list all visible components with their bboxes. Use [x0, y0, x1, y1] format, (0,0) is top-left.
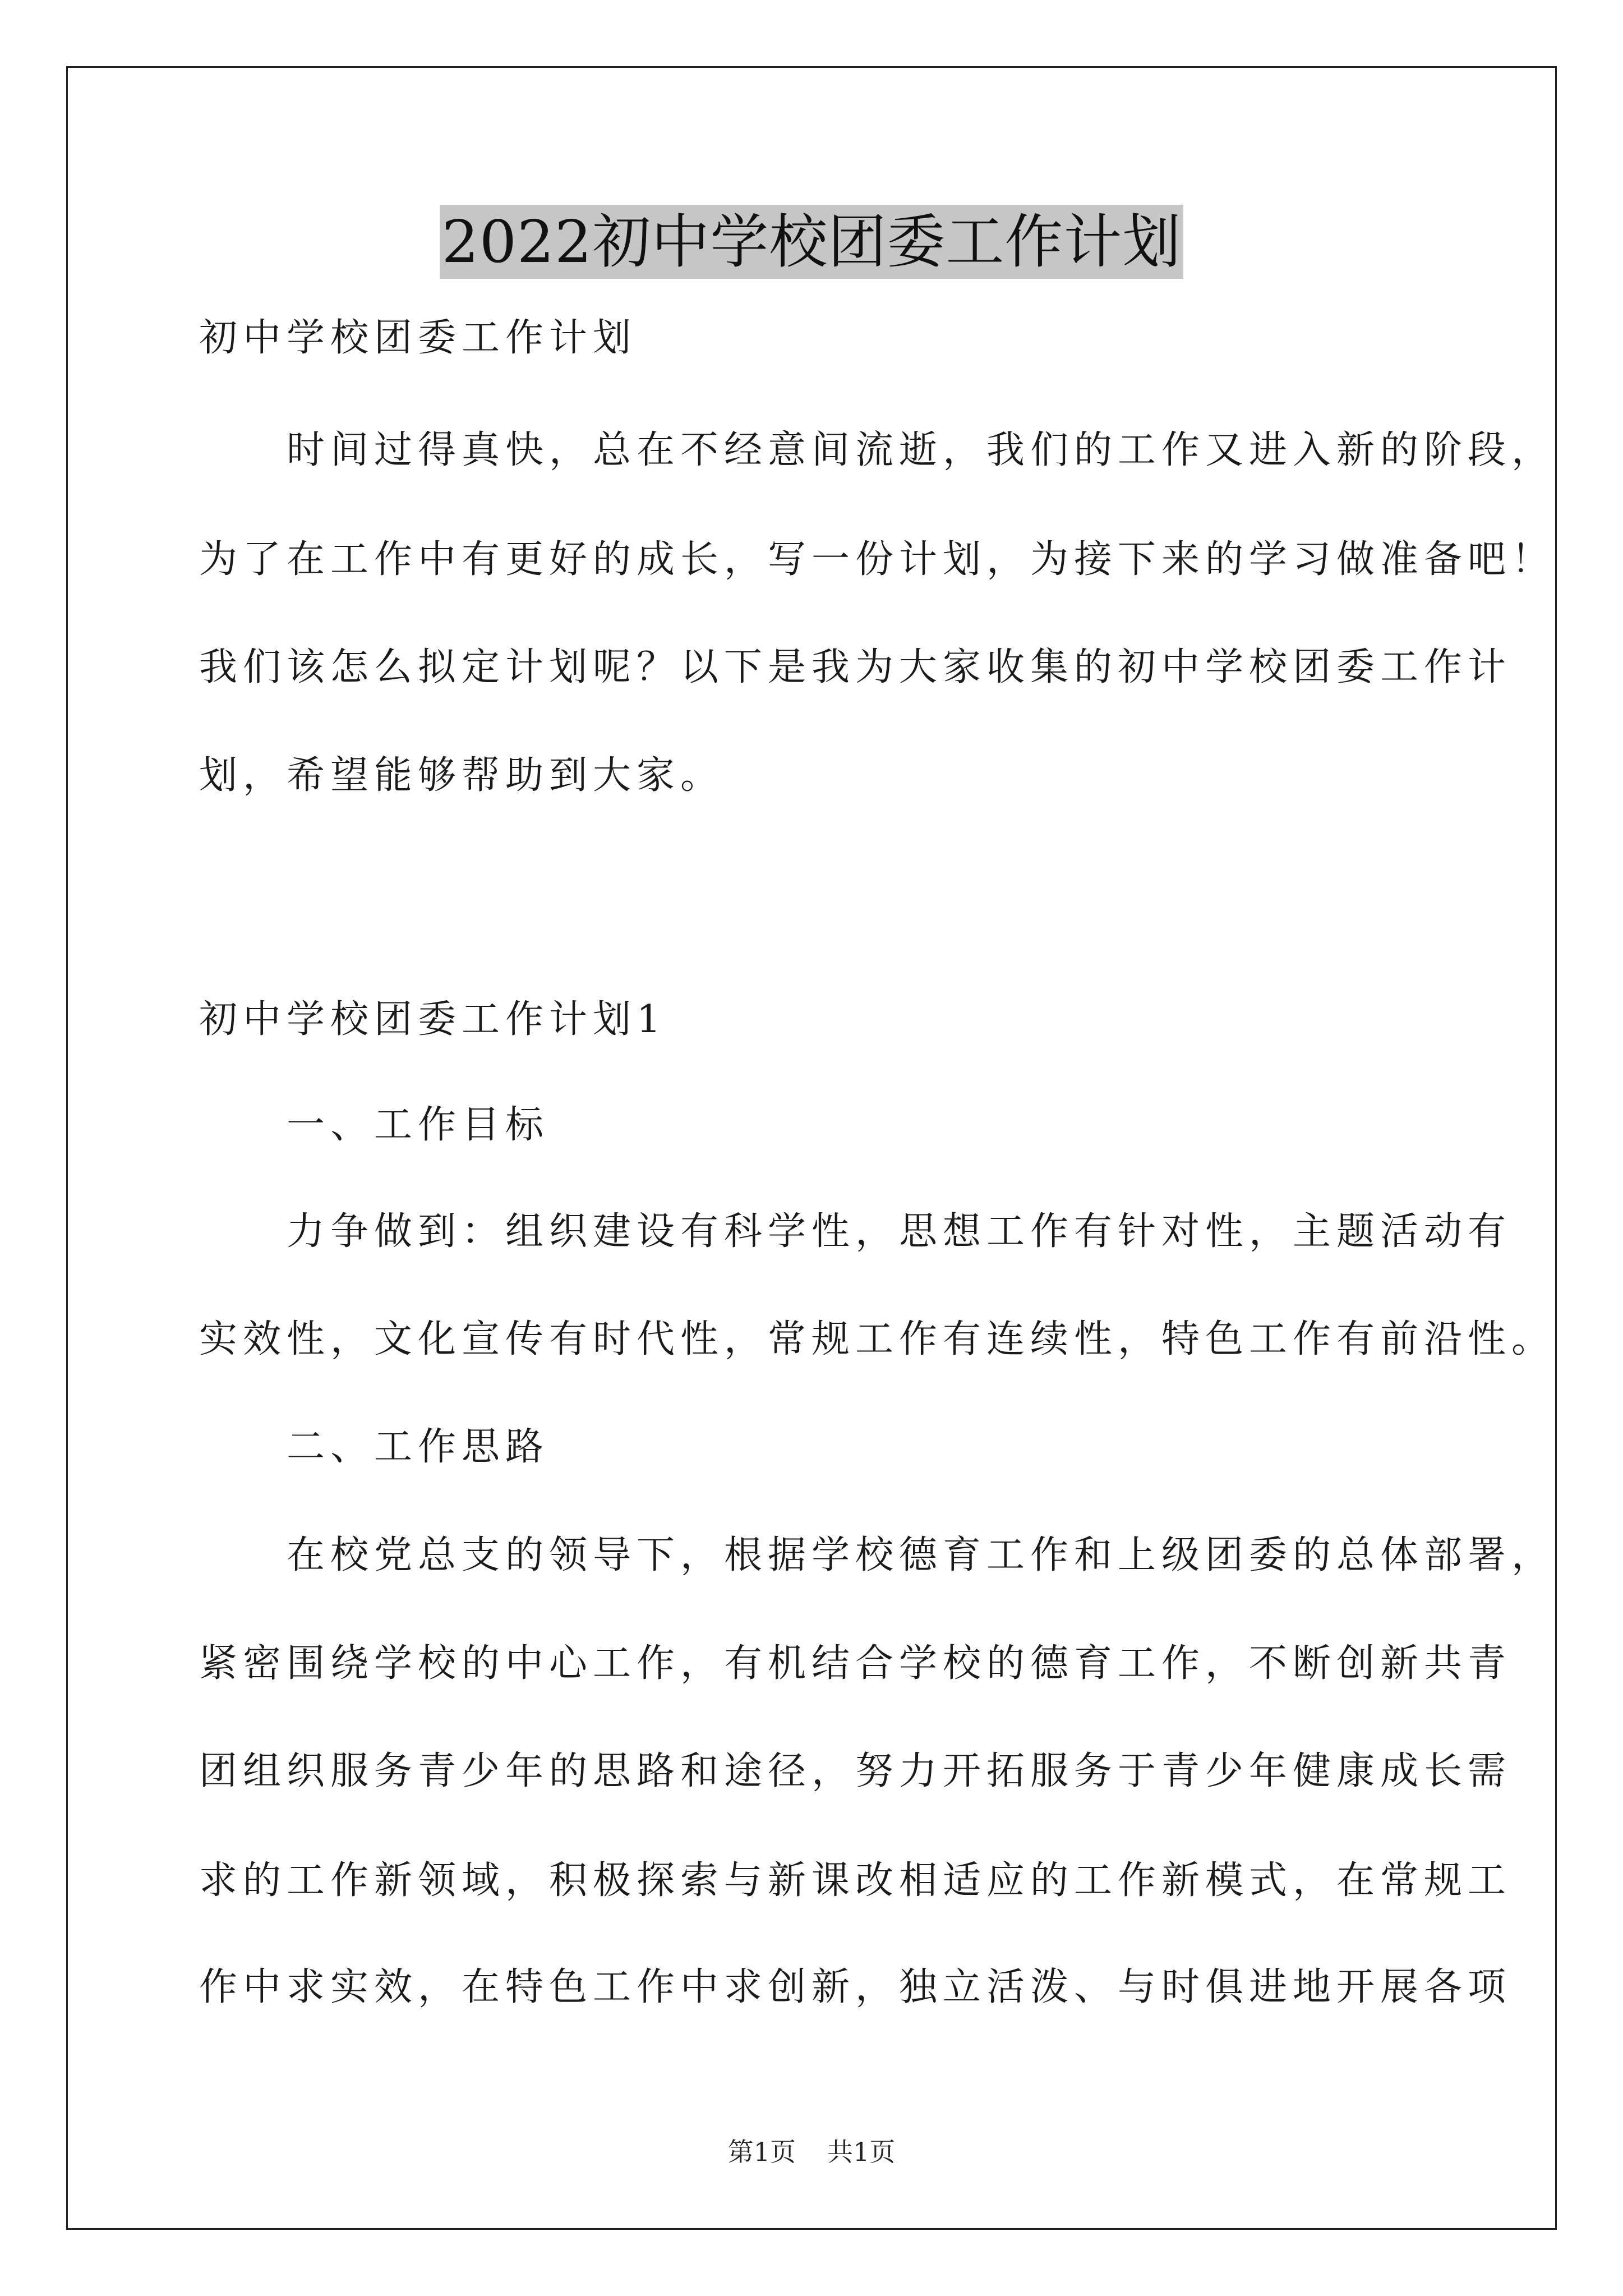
paragraph-line: 力争做到：组织建设有科学性，思想工作有针对性，主题活动有 — [199, 1209, 1512, 1254]
subtitle: 初中学校团委工作计划 — [199, 316, 637, 360]
paragraph-line: 求的工作新领域，积极探索与新课改相适应的工作新模式，在常规工 — [199, 1858, 1512, 1903]
paragraph-line: 紧密围绕学校的中心工作，有机结合学校的德育工作，不断创新共青 — [199, 1641, 1512, 1686]
paragraph-line: 划，希望能够帮助到大家。 — [199, 753, 725, 798]
page-number: 第1页 — [727, 2137, 796, 2167]
paragraph-line: 我们该怎么拟定计划呢？以下是我为大家收集的初中学校团委工作计 — [199, 645, 1512, 689]
paragraph-line: 团组织服务青少年的思路和途径，努力开拓服务于青少年健康成长需 — [199, 1749, 1512, 1793]
paragraph-line: 时间过得真快，总在不经意间流逝，我们的工作又进入新的阶段， — [199, 428, 1556, 472]
section-heading: 初中学校团委工作计划1 — [199, 997, 667, 1042]
page-total: 共1页 — [827, 2137, 896, 2167]
page-footer — [0, 2135, 1623, 2169]
paragraph-line: 实效性，文化宣传有时代性，常规工作有连续性，特色工作有前沿性。 — [199, 1317, 1556, 1361]
paragraph-line: 作中求实效，在特色工作中求创新，独立活泼、与时俱进地开展各项 — [199, 1965, 1512, 2009]
subsection-heading: 二、工作思路 — [199, 1425, 550, 1469]
document-title: 2022初中学校团委工作计划 — [440, 205, 1184, 279]
paragraph-line: 为了在工作中有更好的成长，写一份计划，为接下来的学习做准备吧！ — [199, 537, 1556, 582]
subsection-heading: 一、工作目标 — [199, 1103, 550, 1147]
title-container — [0, 205, 1623, 279]
paragraph-line: 在校党总支的领导下，根据学校德育工作和上级团委的总体部署， — [199, 1533, 1556, 1577]
